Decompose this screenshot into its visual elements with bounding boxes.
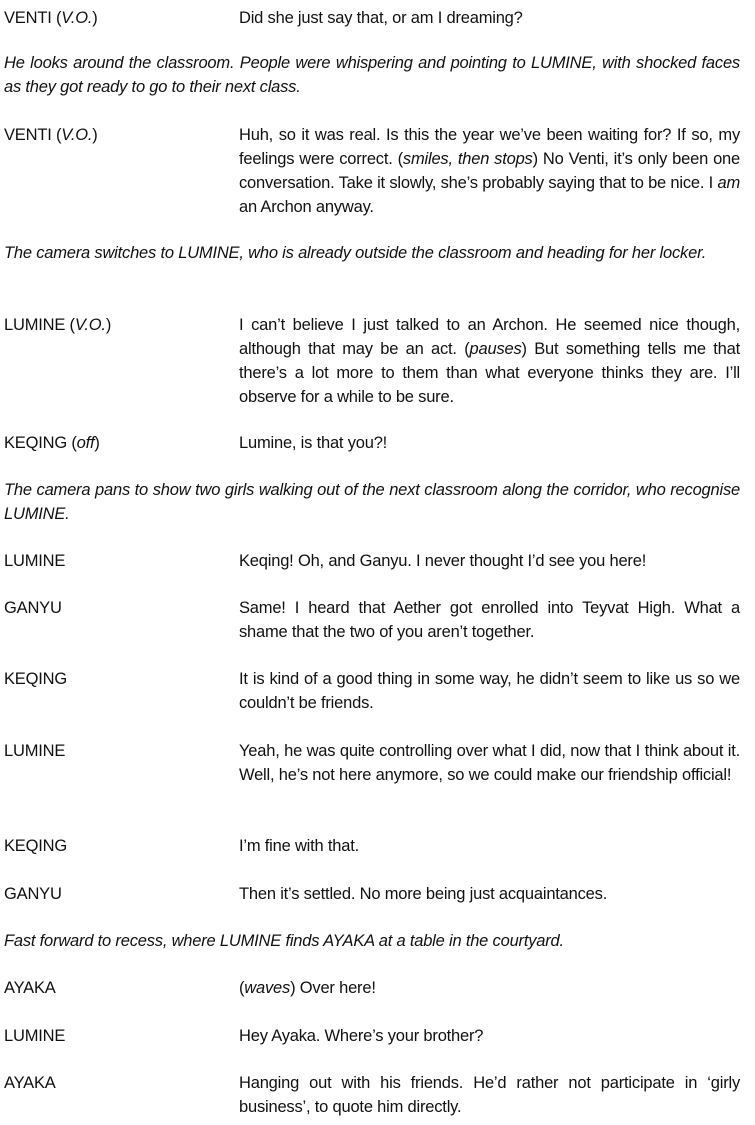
character-name bbox=[4, 667, 239, 715]
character-name bbox=[4, 123, 239, 219]
dialogue-block bbox=[4, 667, 740, 715]
text-segment: Huh, so it was real. Is this the year we’ve been waiting for? If so, my feelings were correct. ( bbox=[239, 126, 740, 168]
dialogue-text bbox=[239, 313, 740, 409]
text-segment: Did she just say that, or am I dreaming? bbox=[239, 9, 523, 27]
italic-text-segment: V.O. bbox=[61, 126, 93, 144]
dialogue-block bbox=[4, 1071, 740, 1119]
text-segment: I can’t believe I just talked to an Archon. He seemed nice though, although that may be an act. ( bbox=[239, 316, 740, 358]
text-segment: an Archon anyway. bbox=[239, 198, 374, 216]
dialogue-block bbox=[4, 313, 740, 409]
character-name bbox=[4, 739, 239, 787]
text-segment: LUMINE bbox=[4, 742, 66, 760]
dialogue-block bbox=[4, 739, 740, 787]
text-segment: AYAKA bbox=[4, 979, 56, 997]
text-segment: Lumine, is that you?! bbox=[239, 434, 388, 452]
dialogue-block bbox=[4, 431, 740, 455]
character-name bbox=[4, 6, 239, 30]
italic-text-segment: pauses bbox=[469, 340, 522, 358]
action-line: He looks around the classroom. People were whispering and pointing to LUMINE, with shocked faces as they got ready to go to their next class. bbox=[4, 54, 740, 96]
dialogue-text bbox=[239, 882, 740, 906]
text-segment: Then it’s settled. No more being just acquaintances. bbox=[239, 885, 608, 903]
text-segment: LUMINE bbox=[4, 552, 66, 570]
character-name bbox=[4, 882, 239, 906]
text-segment: Keqing! Oh, and Ganyu. I never thought I’d see you here! bbox=[239, 552, 647, 570]
dialogue-text bbox=[239, 1071, 740, 1119]
text-segment: ) bbox=[92, 9, 98, 27]
action-line: The camera switches to LUMINE, who is already outside the classroom and heading for her locker. bbox=[4, 244, 707, 262]
text-segment: ) No Venti, it’s only been one conversation. Take it slowly, she’s probably saying that to be nice. I bbox=[239, 150, 741, 192]
dialogue-text bbox=[239, 123, 740, 219]
text-segment: AYAKA bbox=[4, 1074, 56, 1092]
italic-text-segment: am bbox=[717, 174, 740, 192]
character-name bbox=[4, 834, 239, 858]
dialogue-text bbox=[239, 1024, 740, 1048]
text-segment: VENTI ( bbox=[4, 9, 62, 27]
text-segment: Yeah, he was quite controlling over what I did, now that I think about it. Well, he’s not here anymore, so we could make our friendship official! bbox=[239, 742, 740, 784]
dialogue-block bbox=[4, 596, 740, 644]
text-segment: Same! I heard that Aether got enrolled into Teyvat High. What a shame that the two of you aren’t together. bbox=[239, 599, 740, 641]
dialogue-block bbox=[4, 976, 740, 1000]
dialogue-block bbox=[4, 1024, 740, 1048]
dialogue-block bbox=[4, 549, 740, 573]
dialogue-text bbox=[239, 6, 740, 30]
dialogue-text bbox=[239, 549, 740, 573]
dialogue-text bbox=[239, 431, 740, 455]
text-segment: GANYU bbox=[4, 599, 62, 617]
text-segment: ( bbox=[239, 979, 245, 997]
text-segment: Hanging out with his friends. He’d rather not participate in ‘girly business’, to quote him directly. bbox=[239, 1074, 740, 1116]
text-segment: I’m fine with that. bbox=[239, 837, 359, 855]
italic-text-segment: V.O. bbox=[74, 316, 106, 334]
character-name bbox=[4, 1071, 239, 1119]
text-segment: VENTI ( bbox=[4, 126, 62, 144]
dialogue-text bbox=[239, 976, 740, 1000]
text-segment: KEQING bbox=[4, 837, 67, 855]
text-segment: KEQING bbox=[4, 670, 67, 688]
text-segment: Hey Ayaka. Where’s your brother? bbox=[239, 1027, 484, 1045]
text-segment: It is kind of a good thing in some way, he didn’t seem to like us so we couldn’t be friends. bbox=[239, 670, 740, 712]
text-segment: LUMINE ( bbox=[4, 316, 75, 334]
dialogue-block bbox=[4, 882, 740, 906]
text-segment: ) bbox=[92, 126, 98, 144]
italic-text-segment: smiles, then stops bbox=[402, 150, 533, 168]
text-segment: ) bbox=[105, 316, 112, 334]
dialogue-text bbox=[239, 667, 740, 715]
dialogue-block bbox=[4, 6, 740, 30]
italic-text-segment: waves bbox=[244, 979, 291, 997]
character-name bbox=[4, 1024, 239, 1048]
character-name bbox=[4, 596, 239, 644]
action-line: The camera pans to show two girls walking out of the next classroom along the corridor, who recognise LUMINE. bbox=[4, 481, 740, 523]
character-name bbox=[4, 976, 239, 1000]
text-segment: ) But something tells me that there’s a lot more to them than what everyone thinks they are. I’ll observe for a while to be sure. bbox=[239, 340, 740, 406]
italic-text-segment: off bbox=[76, 434, 95, 452]
dialogue-block bbox=[4, 834, 740, 858]
dialogue-text bbox=[239, 596, 740, 644]
character-name bbox=[4, 431, 239, 455]
text-segment: ) bbox=[94, 434, 100, 452]
dialogue-text bbox=[239, 834, 740, 858]
dialogue-text bbox=[239, 739, 740, 787]
text-segment: LUMINE bbox=[4, 1027, 66, 1045]
character-name bbox=[4, 549, 239, 573]
action-line: Fast forward to recess, where LUMINE finds AYAKA at a table in the courtyard. bbox=[4, 932, 564, 950]
text-segment: KEQING ( bbox=[4, 434, 77, 452]
text-segment: ) Over here! bbox=[290, 979, 376, 997]
dialogue-block bbox=[4, 123, 740, 219]
character-name bbox=[4, 313, 239, 409]
text-segment: GANYU bbox=[4, 885, 62, 903]
italic-text-segment: V.O. bbox=[61, 9, 93, 27]
